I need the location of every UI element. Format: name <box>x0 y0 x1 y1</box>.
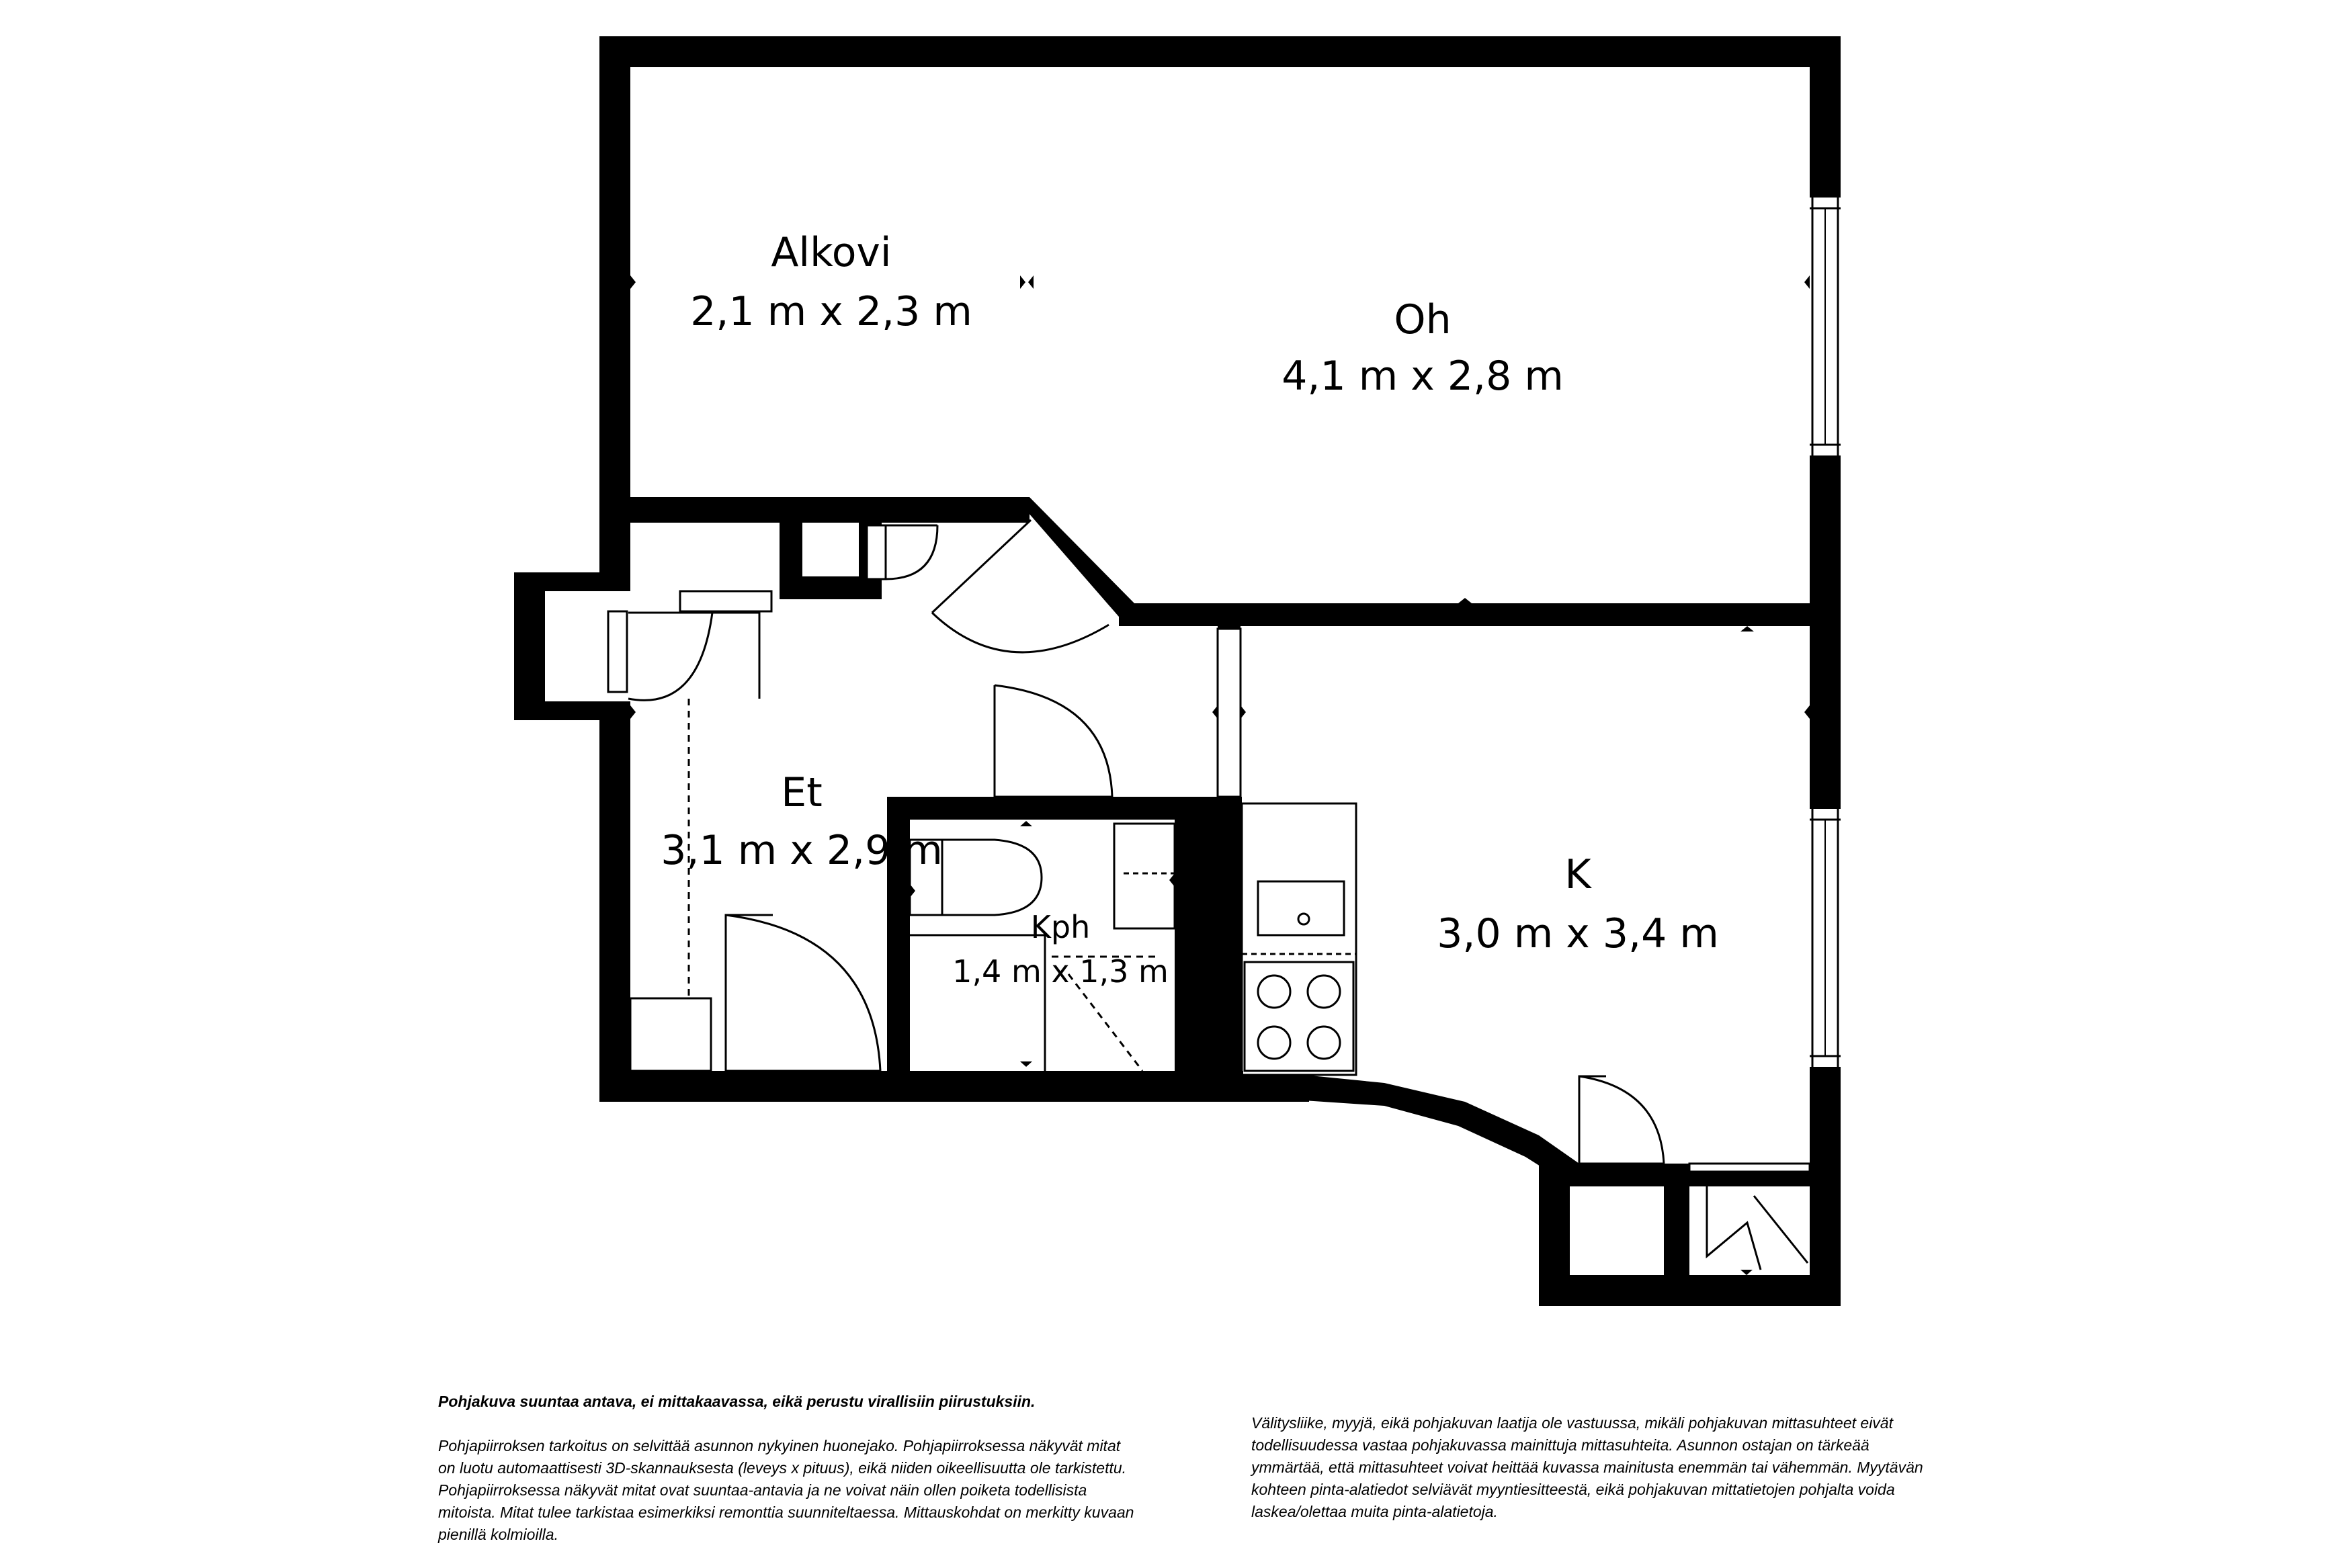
room-name-et: Et <box>781 769 823 816</box>
disclaimer-right-body: Välitysliike, myyjä, eikä pohjakuvan laatija ole vastuussa, mikäli pohjakuvan mittasuhteet eivät todellisuudessa vastaa pohjakuvassa mainittuja mittasuhteita. Asunnon ostajan on tärkeää ymmärtää, että mittasuhteet voivat heittää kuvassa mainitusta enemmän tai vähemmän. Myytävän kohteen pinta-alatiedot selviävät myyntiesitteestä, eikä pohjakuvan mittatietojen pohjalta voida laskea/olettaa muita pinta-alatietoja. <box>1251 1414 1923 1520</box>
disclaimer-left <box>438 1391 1137 1568</box>
room-size-alkovi: 2,1 m x 2,3 m <box>690 288 972 335</box>
disclaimer-lead: Pohjakuva suuntaa antava, ei mittakaavassa, eikä perustu virallisiin piirustuksiin. <box>438 1393 1036 1410</box>
room-name-kph: Kph <box>1030 909 1091 945</box>
room-name-alkovi: Alkovi <box>771 229 892 276</box>
room-size-et: 3,1 m x 2,9 m <box>661 827 943 874</box>
walls <box>514 36 1841 1306</box>
disclaimer-right <box>1251 1412 1930 1545</box>
disclaimer-left-body: Pohjapiirroksen tarkoitus on selvittää asunnon nykyinen huonejako. Pohjapiirroksessa näkyvät mitat on luotu automaattisesti 3D-skannauksesta (leveys x pituus), eikä niiden oikeellisuutta ole tarkistettu. Pohjapiirroksessa näkyvät mitat ovat suuntaa-antavia ja ne voivat näin ollen poiketa todellisista mitoista. Mitat tulee tarkistaa esimerkiksi remonttia suunniteltaessa. Mittauskohdat on merkitty kuvaan pienillä kolmioilla. <box>438 1437 1134 1543</box>
room-name-oh: Oh <box>1394 296 1452 343</box>
room-size-oh: 4,1 m x 2,8 m <box>1282 353 1564 400</box>
room-size-kph: 1,4 m x 1,3 m <box>952 953 1169 990</box>
room-name-k: K <box>1564 851 1591 898</box>
room-size-k: 3,0 m x 3,4 m <box>1437 910 1719 957</box>
